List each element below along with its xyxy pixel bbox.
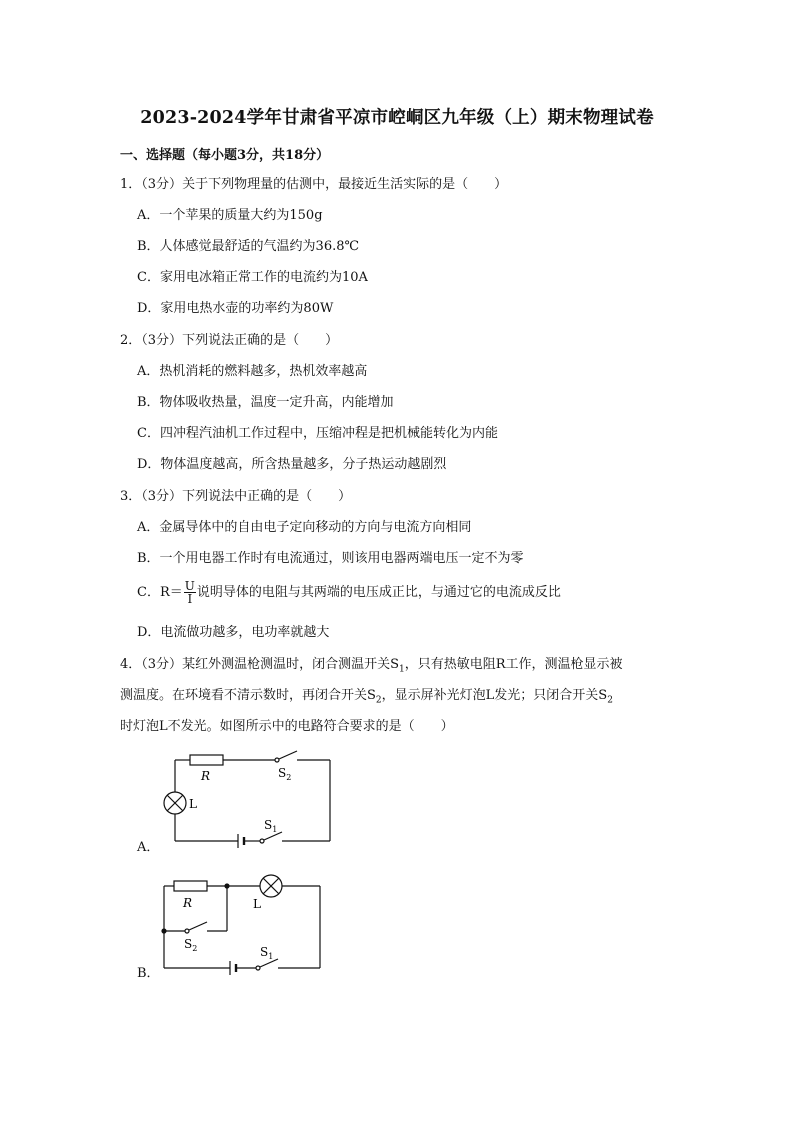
resistor-symbol: [174, 881, 207, 891]
lamp-label: L: [189, 797, 197, 811]
option-2c: C．四冲程汽油机工作过程中，压缩冲程是把机械能转化为内能: [137, 426, 498, 441]
question-4-line-3: 时灯泡L不发光。如图所示中的电路符合要求的是（ ）: [120, 719, 454, 734]
section-heading: 一、选择题（每小题3分，共18分）: [120, 148, 330, 163]
exam-title: 2023-2024学年甘肃省平凉市崆峒区九年级（上）期末物理试卷: [140, 108, 654, 128]
switch-s2-label: $S_2$: [278, 766, 292, 782]
option-2a: A．热机消耗的燃料越多，热机效率越高: [137, 364, 368, 379]
question-score: （3分）: [141, 489, 183, 504]
switch-s2-contact: [275, 758, 279, 762]
question-stem: 下列说法正确的是（ ）: [182, 333, 339, 348]
lamp-symbol: [260, 875, 282, 897]
option-4b: B．: [137, 966, 160, 981]
lamp-symbol: [164, 792, 186, 814]
switch-s1-label: $S_1$: [260, 945, 274, 961]
option-1c: C．家用电冰箱正常工作的电流约为10A: [137, 270, 368, 285]
question-number: 1．: [120, 177, 142, 192]
question-stem: 下列说法中正确的是（ ）: [182, 489, 352, 504]
option-1b: B．人体感觉最舒适的气温约为36.8℃: [137, 239, 360, 254]
question-score: （3分）: [141, 333, 183, 348]
switch-s1-label: $S_1$: [264, 818, 278, 834]
question-4: 4．（3分）某红外测温枪测温时，闭合测温开关$S_1$，只有热敏电阻R工作，测温枪显示被: [120, 657, 623, 675]
question-4-line-2: 测温度。在环境看不清示数时，再闭合开关$S_2$，显示屏补光灯泡L发光；只闭合开关$S_2$: [120, 688, 613, 706]
option-3d: D．电流做功越多，电功率就越大: [137, 625, 330, 640]
switch-s2-blade: [189, 922, 207, 930]
resistor-symbol: [190, 755, 223, 765]
circuit-diagram-a: [150, 745, 340, 855]
battery-symbol: [230, 961, 236, 975]
option-1d: D．家用电热水壶的功率约为80W: [137, 301, 334, 316]
question-number: 4．: [120, 657, 142, 672]
switch-s2-blade: [279, 751, 297, 759]
option-3b: B．一个用电器工作时有电流通过，则该用电器两端电压一定不为零: [137, 551, 524, 566]
question-3: [120, 489, 351, 505]
question-stem: 关于下列物理量的估测中，最接近生活实际的是（ ）: [182, 177, 508, 192]
switch-s2-contact: [185, 929, 189, 933]
switch-s1-contact: [256, 966, 260, 970]
option-2b: B．物体吸收热量，温度一定升高，内能增加: [137, 395, 394, 410]
question-number: 2．: [120, 333, 142, 348]
question-number: 3．: [120, 489, 142, 504]
option-3c: C．R＝ $\frac{U}{I}$ 说明导体的电阻与其两端的电压成正比，与通过它的电流成反比: [137, 579, 561, 606]
resistor-label: R: [201, 769, 211, 783]
lamp-label: L: [253, 897, 261, 911]
fraction-u-over-i: $\frac{U}{I}$: [184, 579, 195, 606]
option-4a: A．: [137, 840, 160, 855]
question-1: [120, 177, 507, 193]
battery-symbol: [238, 834, 244, 848]
switch-s2-label: $S_2$: [184, 937, 198, 953]
question-2: [120, 333, 338, 349]
option-3a: A．金属导体中的自由电子定向移动的方向与电流方向相同: [137, 520, 472, 535]
resistor-label: R: [183, 896, 193, 910]
option-1a: A．一个苹果的质量大约为150g: [137, 208, 323, 223]
switch-s1-contact: [260, 839, 264, 843]
circuit-diagram-b: [150, 870, 340, 980]
question-score: （3分）: [141, 657, 183, 672]
question-score: （3分）: [141, 177, 183, 192]
option-2d: D．物体温度越高，所含热量越多，分子热运动越剧烈: [137, 457, 447, 472]
